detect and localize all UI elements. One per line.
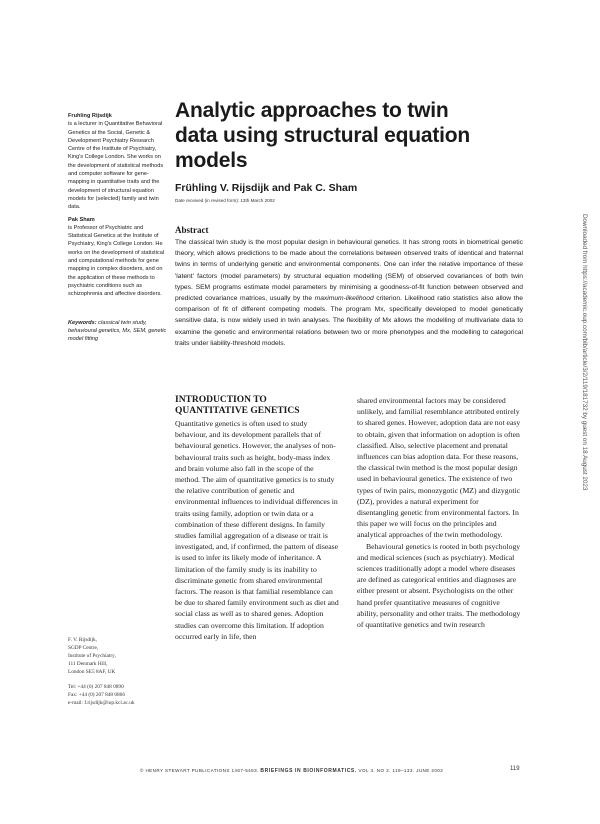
page-footer [140, 768, 520, 774]
body-paragraph: Quantitative genetics is often used to study behaviour, and its development parallels that of behavioural genetics. However, the analyses of non-behavioural traits such as height, body-mass index and brain volume also fall in the scope of the method. The aim of quantitative genetics is to study the relative contribution of genetic and environmental influences to individual differences in traits using family, adoption or twin data or a combination of these different designs. In family studies familial aggregation of a disease or trait is investigated, and, if confirmed, the pattern of disease is used to infer its likely mode of inheritance. A limitation of the family study is its inability to discriminate genetic from shared environmental factors. The reason is that familial resemblance can be due to shared family environment such as diet and social class as well as to shared genes. Adoption studies can overcome this limitation. If adoption occurred early in life, then [175, 419, 339, 641]
address-org: SGDP Centre, [68, 645, 99, 651]
footer-publisher: © HENRY STEWART PUBLICATIONS 1467-5463. [140, 768, 259, 773]
footer-issue: VOL 3. NO 2. 119–133. JUNE 2002 [358, 768, 444, 773]
correspondence-address [68, 636, 168, 707]
address-tel: Tel: +44 (0) 207 848 0890 [68, 684, 124, 690]
body-column-right [357, 395, 521, 630]
address-fax: Fax: +44 (0) 207 848 0866 [68, 692, 125, 698]
body-paragraph: shared environmental factors may be considered unlikely, and familial resemblance attributed entirely to shared genes. However, adoption data are not easy to obtain, given that information on adoption is often classified. Also, selective placement and prenatal influences can bias adoption data. For these reasons, the classical twin method is the most popular design used in behavioural genetics. The existence of two types of twin pairs, monozygotic (MZ) and dizygotic (DZ), provides a natural experiment for disentangling genetic from environmental factors. In this paper we will focus on the principles and analytical approaches of the twin methodology. [357, 396, 521, 540]
keywords-text: classical twin study, behavioural genetics, Mx, SEM, genetic model fitting [68, 319, 167, 343]
bio-text: is Professor of Psychiatric and Statistical Genetics at the Institute of Psychiatry, King's College London. He works on the development of statistical and computational methods for gene mapping in complex disorders, and on the application of these methods to psychiatric conditions such as schizophrenia and affective disorders. [68, 224, 165, 298]
address-city: London SE5 8AF, UK [68, 669, 116, 675]
body-column-left [175, 395, 339, 642]
abstract-text [175, 237, 523, 349]
bio-sham [68, 216, 168, 299]
body-paragraph: Behavioural genetics is rooted in both psychology and medical sciences (such as psychiatry). Medical sciences traditionally adopt a model where diseases are defined as categorical entities and diagnoses are either present or absent. Psychologists on the other hand prefer quantitative measures of cognitive ability, personality and other traits. The methodology of quantitative genetics and twin research [357, 541, 521, 630]
bio-name: Pak Sham [68, 216, 95, 223]
keywords-label: Keywords: [68, 319, 97, 326]
bio-rijsdijk [68, 112, 168, 212]
footer-journal: BRIEFINGS IN BIOINFORMATICS. [260, 768, 357, 774]
page-number: 119 [510, 766, 520, 772]
abstract-part2: criterion. Likelihood ratio statistics also allow the comparison of fit of different competing models. The program Mx, specifically developed to model genetically sensitive data, is now widely used in twin analyses. The flexibility of Mx allows the modelling of multivariate data to examine the genetic and environmental relations between two or more phenotypes and the modelling to categorical traits under liability-threshold models. [175, 295, 523, 347]
bio-name: Fruhling Rijsdijk [68, 113, 112, 119]
abstract-italic: maximum-likelihood [314, 295, 374, 303]
bio-text: is a lecturer in Quantitative Behavioral Genetics at the Social, Genetic & Development Psychiatry Research Centre of the Institute of Psychiatry, King's College London. She works on the development of statistical methods and computer software for gene-mapping in quantitative traits and the development of structural equation models for (selected) family and twin data. [68, 121, 164, 211]
abstract-part1: The classical twin study is the most popular design in behavioural genetics. It has strong roots in biometrical genetic theory, which allows predictions to be made about the correlations between observed traits of identical and fraternal twins in terms of underlying genetic and environmental components. One can infer the relative importance of these 'latent' factors (model parameters) by structural equation modelling (SEM) of observed covariances of both twin types. SEM programs estimate model parameters by minimising a goodness-of-fit function between observed and predicted covariance matrices, usually by the [175, 239, 523, 303]
article-title: Analytic approaches to twin data using structural equation models [175, 99, 471, 172]
address-street: 111 Denmark Hill, [68, 661, 108, 667]
author-bios [68, 112, 168, 346]
section-heading: INTRODUCTION TO QUANTITATIVE GENETICS [175, 395, 300, 416]
download-note-text: Downloaded from https://academic.oup.com/bib/article/3/2/119/181732 by guest on 18 August 2023 [581, 214, 588, 491]
article-authors: Frühling V. Rijsdijk and Pak C. Sham [175, 182, 358, 194]
download-note [580, 214, 589, 634]
address-email: e-mail: f.rijsdijk@iop.kcl.ac.uk [68, 700, 135, 706]
abstract-heading: Abstract [175, 225, 209, 235]
keywords [68, 319, 168, 344]
address-name: F. V. Rijsdijk, [68, 637, 97, 643]
address-inst: Institute of Psychiatry, [68, 653, 116, 659]
date-received: Date received (in revised form): 13th March 2002 [175, 198, 275, 203]
